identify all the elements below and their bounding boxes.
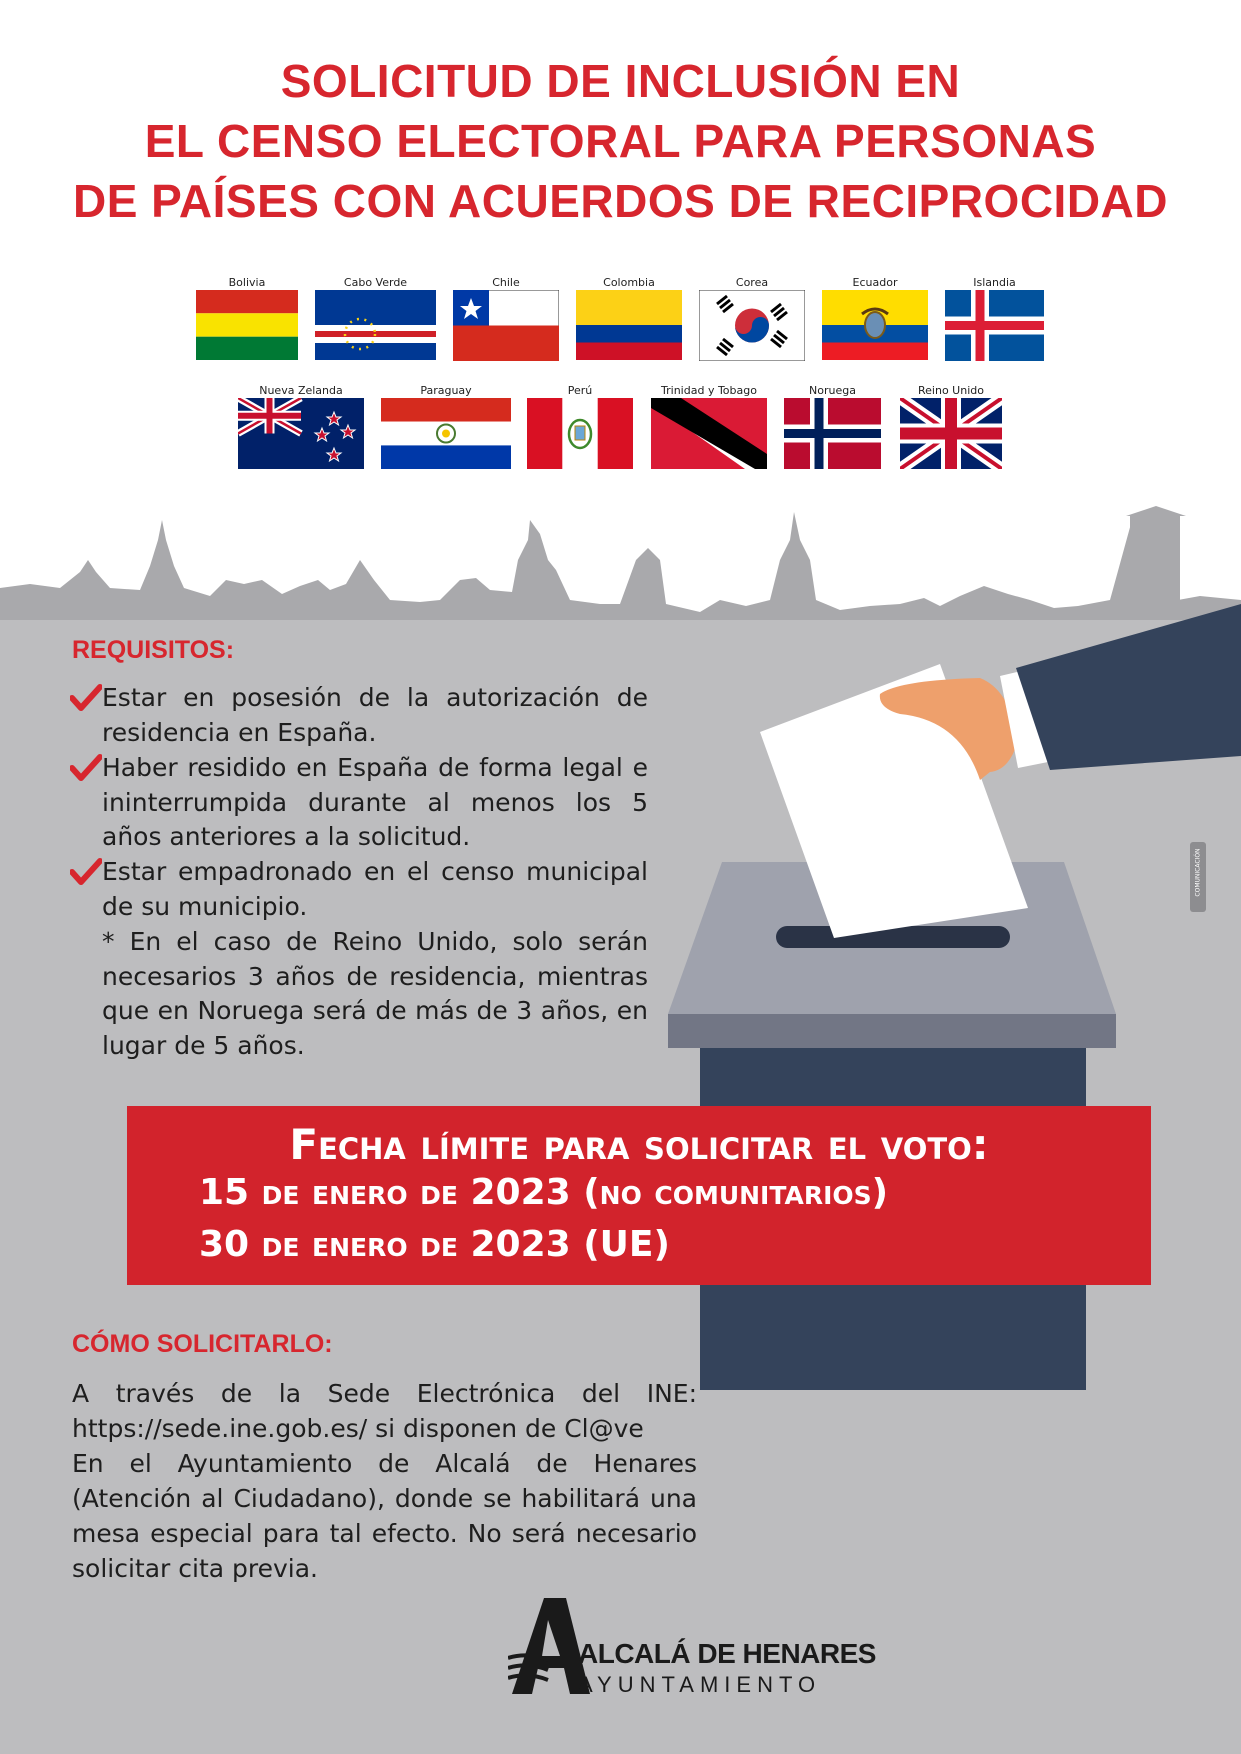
side-tag-text: COMUNICACIÓN bbox=[1194, 848, 1202, 897]
how-to-heading: CÓMO SOLICITARLO: bbox=[72, 1330, 333, 1358]
flag-label-corea: Corea bbox=[735, 276, 769, 289]
requirement-item: Estar en posesión de la autorización de residencia en España. bbox=[102, 683, 648, 747]
flag-label-chile: Chile bbox=[492, 276, 520, 289]
new-zealand-flag-icon bbox=[238, 398, 364, 469]
flag-label-nueva-zelanda: Nueva Zelanda bbox=[259, 384, 343, 397]
page-title-line2: EL CENSO ELECTORAL PARA PERSONAS bbox=[144, 115, 1097, 167]
how-to-in-person: En el Ayuntamiento de Alcalá de Henares (Atención al Ciudadano), donde se habilitará una mesa especial para tal efecto. No será necesario solicitar cita previa. bbox=[72, 1449, 697, 1583]
flag-label-colombia: Colombia bbox=[603, 276, 655, 289]
paraguay-flag-icon bbox=[381, 398, 511, 469]
page-title-line3: DE PAÍSES CON ACUERDOS DE RECIPROCIDAD bbox=[72, 175, 1168, 227]
norway-flag-icon bbox=[784, 398, 881, 469]
trinidad-tobago-flag-icon bbox=[651, 398, 767, 469]
how-to-text bbox=[72, 1376, 697, 1586]
page-title-line1: SOLICITUD DE INCLUSIÓN EN bbox=[280, 55, 961, 107]
ecuador-flag-icon bbox=[822, 290, 928, 360]
uk-flag-icon bbox=[900, 398, 1002, 469]
colombia-flag-icon bbox=[576, 290, 682, 360]
logo-line2: AYUNTAMIENTO bbox=[578, 1672, 822, 1697]
logo-line1: ALCALÁ DE HENARES bbox=[578, 1638, 876, 1669]
chile-flag-icon bbox=[453, 290, 559, 361]
iceland-flag-icon bbox=[945, 290, 1044, 361]
deadline-line-eu: 30 de enero de 2023 (UE) bbox=[199, 1224, 670, 1265]
ballot-box-lid-edge bbox=[668, 1014, 1116, 1048]
requirement-item: Estar empadronado en el censo municipal de su municipio. bbox=[102, 857, 648, 921]
tower-top bbox=[1126, 506, 1186, 516]
requirement-note: * En el caso de Reino Unido, solo serán necesarios 3 años de residencia, mientras que en Noruega será de más de 3 años, en lugar de 5 años. bbox=[102, 927, 648, 1060]
korea-flag-icon bbox=[699, 290, 805, 361]
how-to-online: A través de la Sede Electrónica del INE: https://sede.ine.gob.es/ si disponen de Cl@ve bbox=[72, 1379, 697, 1443]
requirement-item: Haber residido en España de forma legal e ininterrumpida durante al menos los 5 años anteriores a la solicitud. bbox=[102, 753, 648, 851]
deadline-heading: Fecha límite para solicitar el voto: bbox=[289, 1120, 989, 1169]
ballot-slot bbox=[776, 926, 1010, 948]
flag-label-islandia: Islandia bbox=[973, 276, 1016, 289]
cabo-verde-flag-icon bbox=[315, 290, 436, 360]
side-tag bbox=[1190, 842, 1206, 912]
flag-label-reino-unido: Reino Unido bbox=[918, 384, 984, 397]
peru-flag-icon bbox=[527, 398, 633, 469]
flag-label-paraguay: Paraguay bbox=[420, 384, 472, 397]
checkmark-icon bbox=[70, 684, 102, 712]
flag-label-trinidad-y-tobago: Trinidad y Tobago bbox=[661, 384, 757, 397]
requirements-heading: REQUISITOS: bbox=[72, 636, 235, 664]
checkmark-icon bbox=[70, 858, 102, 886]
bolivia-flag-icon bbox=[196, 290, 298, 360]
flag-label-noruega: Noruega bbox=[809, 384, 856, 397]
flag-label-ecuador: Ecuador bbox=[852, 276, 898, 289]
tower-right bbox=[1130, 516, 1180, 608]
flag-label-bolivia: Bolivia bbox=[228, 276, 266, 289]
flag-label-peru: Perú bbox=[567, 384, 593, 397]
deadline-banner bbox=[127, 1106, 1151, 1285]
deadline-line-non-eu: 15 de enero de 2023 (no comunitarios) bbox=[199, 1172, 889, 1213]
flag-label-cabo-verde: Cabo Verde bbox=[343, 276, 408, 289]
checkmark-icon bbox=[70, 754, 102, 782]
